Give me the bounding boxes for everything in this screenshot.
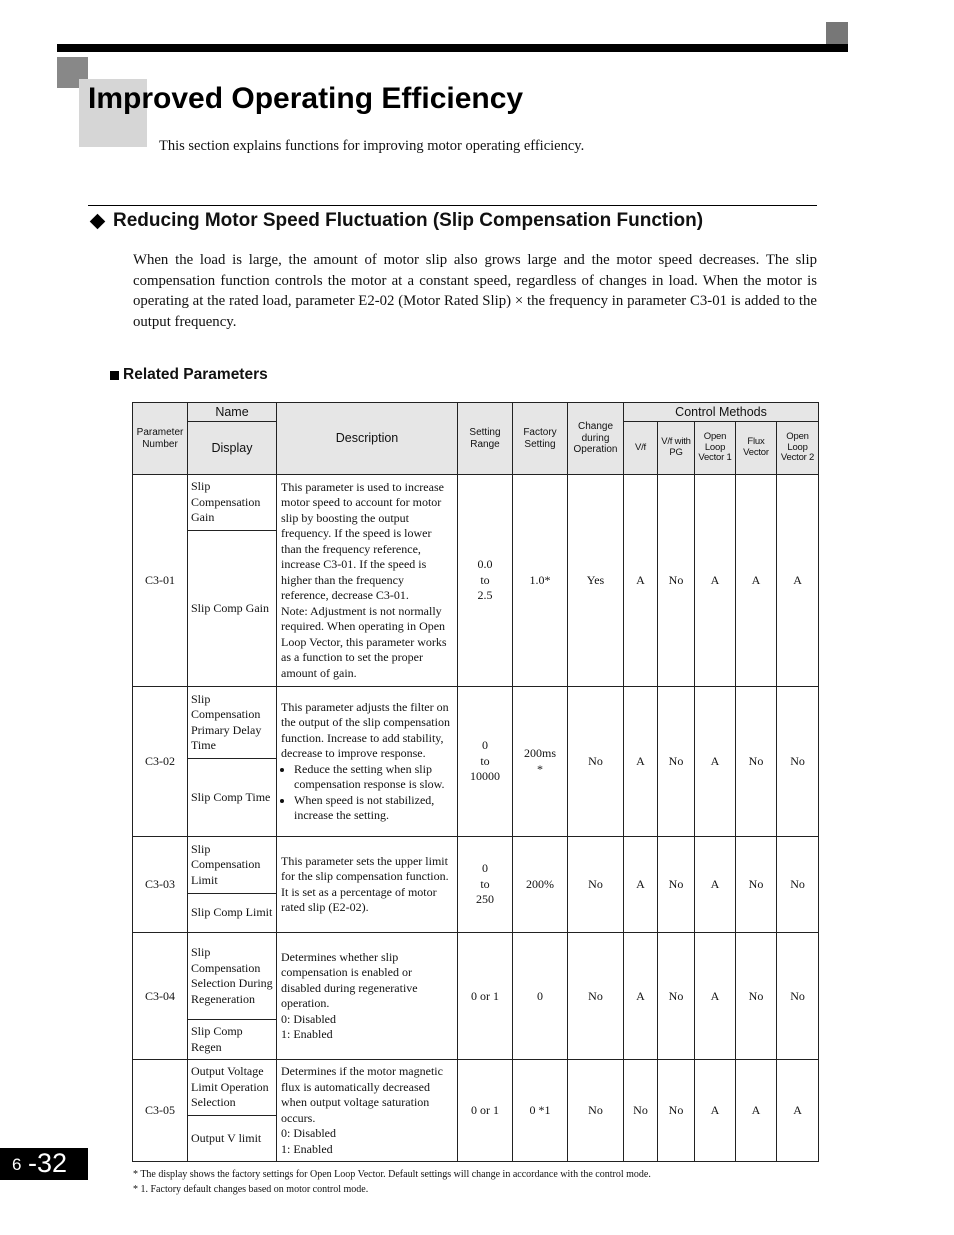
header-name: Name bbox=[188, 403, 277, 422]
method-vf-pg: No bbox=[658, 687, 695, 837]
header-factory-setting: Factory Setting bbox=[513, 403, 568, 475]
subheading-text: Related Parameters bbox=[123, 366, 268, 383]
top-rule-bar bbox=[57, 44, 848, 52]
square-bullet-icon bbox=[110, 371, 119, 380]
header-olv2: Open Loop Vector 2 bbox=[777, 422, 819, 475]
section-divider bbox=[88, 205, 817, 206]
corner-square bbox=[826, 22, 848, 44]
description-bullets bbox=[281, 762, 453, 824]
method-flux: No bbox=[736, 933, 777, 1060]
header-vf-pg: V/f with PG bbox=[658, 422, 695, 475]
param-name: Slip Compensation Selection During Regeneration bbox=[188, 933, 277, 1020]
header-control-methods: Control Methods bbox=[624, 403, 819, 422]
header-vf: V/f bbox=[624, 422, 658, 475]
param-display: Output V limit bbox=[188, 1116, 277, 1162]
method-olv2: A bbox=[777, 1060, 819, 1162]
section-heading bbox=[88, 210, 703, 232]
param-number: C3-01 bbox=[133, 475, 188, 687]
param-name: Output Voltage Limit Operation Selection bbox=[188, 1060, 277, 1116]
method-olv2: No bbox=[777, 687, 819, 837]
page-title: Improved Operating Efficiency bbox=[88, 82, 524, 115]
param-number: C3-03 bbox=[133, 837, 188, 933]
page-number-page: -32 bbox=[28, 1148, 68, 1178]
method-flux: No bbox=[736, 837, 777, 933]
footnote: * The display shows the factory settings for Open Loop Vector. Default settings will change in accordance with the control mode. bbox=[133, 1169, 651, 1180]
method-vf: A bbox=[624, 475, 658, 687]
factory-setting: 0 *1 bbox=[513, 1060, 568, 1162]
method-olv1: A bbox=[695, 837, 736, 933]
header-setting-range: Setting Range bbox=[458, 403, 513, 475]
change-during-operation: Yes bbox=[568, 475, 624, 687]
param-display: Slip Comp Regen bbox=[188, 1020, 277, 1060]
method-vf: A bbox=[624, 687, 658, 837]
param-number: C3-05 bbox=[133, 1060, 188, 1162]
change-during-operation: No bbox=[568, 837, 624, 933]
description-bullet: • Reduce the setting when slip compensation response is slow. bbox=[294, 762, 453, 793]
description-bullet: • When speed is not stabilized, increase the setting. bbox=[294, 793, 453, 824]
parameter-table bbox=[132, 402, 819, 1162]
param-description: This parameter sets the upper limit for the slip compensation function. It is set as a percentage of motor rated slip (E2-02). bbox=[277, 837, 458, 933]
method-vf: A bbox=[624, 933, 658, 1060]
param-number: C3-02 bbox=[133, 687, 188, 837]
factory-setting: 200ms * bbox=[513, 687, 568, 837]
setting-range: 0 to 10000 bbox=[458, 687, 513, 837]
param-display: Slip Comp Gain bbox=[188, 531, 277, 687]
subheading bbox=[110, 366, 268, 384]
setting-range: 0 to 250 bbox=[458, 837, 513, 933]
method-olv2: No bbox=[777, 837, 819, 933]
param-name: Slip Compensation Limit bbox=[188, 837, 277, 894]
method-flux: A bbox=[736, 1060, 777, 1162]
change-during-operation: No bbox=[568, 687, 624, 837]
param-description: Determines if the motor magnetic flux is automatically decreased when output voltage saturation occurs. 0: Disabled 1: Enabled bbox=[277, 1060, 458, 1162]
method-olv1: A bbox=[695, 475, 736, 687]
change-during-operation: No bbox=[568, 1060, 624, 1162]
param-description: This parameter is used to increase motor speed to account for motor slip by boosting the output frequency. If the speed is lower than the frequency reference, increase C3-01. If the speed is higher than the frequency reference, decrease C3-01. Note: Adjustment is not normally required. When operating in Open Loop Vector, this parameter works as a function to set the proper amount of gain. bbox=[277, 475, 458, 687]
header-param-number: Parameter Number bbox=[133, 403, 188, 475]
factory-setting: 200% bbox=[513, 837, 568, 933]
page-number-chapter: 6 bbox=[12, 1155, 22, 1174]
method-flux: A bbox=[736, 475, 777, 687]
method-olv2: A bbox=[777, 475, 819, 687]
method-vf-pg: No bbox=[658, 475, 695, 687]
method-vf-pg: No bbox=[658, 1060, 695, 1162]
param-description bbox=[277, 687, 458, 837]
setting-range: 0 or 1 bbox=[458, 1060, 513, 1162]
page-number-badge bbox=[0, 1148, 88, 1180]
factory-setting: 1.0* bbox=[513, 475, 568, 687]
header-flux: Flux Vector bbox=[736, 422, 777, 475]
section-heading-text: Reducing Motor Speed Fluctuation (Slip Compensation Function) bbox=[113, 210, 704, 231]
method-vf: No bbox=[624, 1060, 658, 1162]
param-display: Slip Comp Time bbox=[188, 759, 277, 837]
param-number: C3-04 bbox=[133, 933, 188, 1060]
method-vf-pg: No bbox=[658, 933, 695, 1060]
intro-text: This section explains functions for improving motor operating efficiency. bbox=[159, 138, 585, 154]
method-olv2: No bbox=[777, 933, 819, 1060]
param-description: Determines whether slip compensation is enabled or disabled during regenerative operation. 0: Disabled 1: Enabled bbox=[277, 933, 458, 1060]
param-name: Slip Compensation Primary Delay Time bbox=[188, 687, 277, 759]
header-description: Description bbox=[277, 403, 458, 475]
method-vf-pg: No bbox=[658, 837, 695, 933]
param-name: Slip Compensation Gain bbox=[188, 475, 277, 531]
method-flux: No bbox=[736, 687, 777, 837]
footnote: * 1. Factory default changes based on motor control mode. bbox=[133, 1184, 369, 1195]
method-olv1: A bbox=[695, 1060, 736, 1162]
header-change-during-operation: Change during Operation bbox=[568, 403, 624, 475]
method-vf: A bbox=[624, 837, 658, 933]
description-lead: This parameter adjusts the filter on the output of the slip compensation function. Increase to add stability, decrease to improve response. bbox=[281, 699, 450, 760]
param-display: Slip Comp Limit bbox=[188, 894, 277, 933]
setting-range: 0 or 1 bbox=[458, 933, 513, 1060]
header-display: Display bbox=[188, 422, 277, 475]
body-paragraph: When the load is large, the amount of motor slip also grows large and the motor speed decreases. The slip compensation function controls the motor at a constant speed, regardless of changes in load. When the motor is operating at the rated load, parameter E2-02 (Motor Rated Slip) × the frequency in parameter C3-01 is added to the output frequency. bbox=[133, 252, 817, 330]
method-olv1: A bbox=[695, 933, 736, 1060]
change-during-operation: No bbox=[568, 933, 624, 1060]
method-olv1: A bbox=[695, 687, 736, 837]
header-olv1: Open Loop Vector 1 bbox=[695, 422, 736, 475]
factory-setting: 0 bbox=[513, 933, 568, 1060]
diamond-bullet-icon bbox=[90, 213, 106, 229]
setting-range: 0.0 to 2.5 bbox=[458, 475, 513, 687]
